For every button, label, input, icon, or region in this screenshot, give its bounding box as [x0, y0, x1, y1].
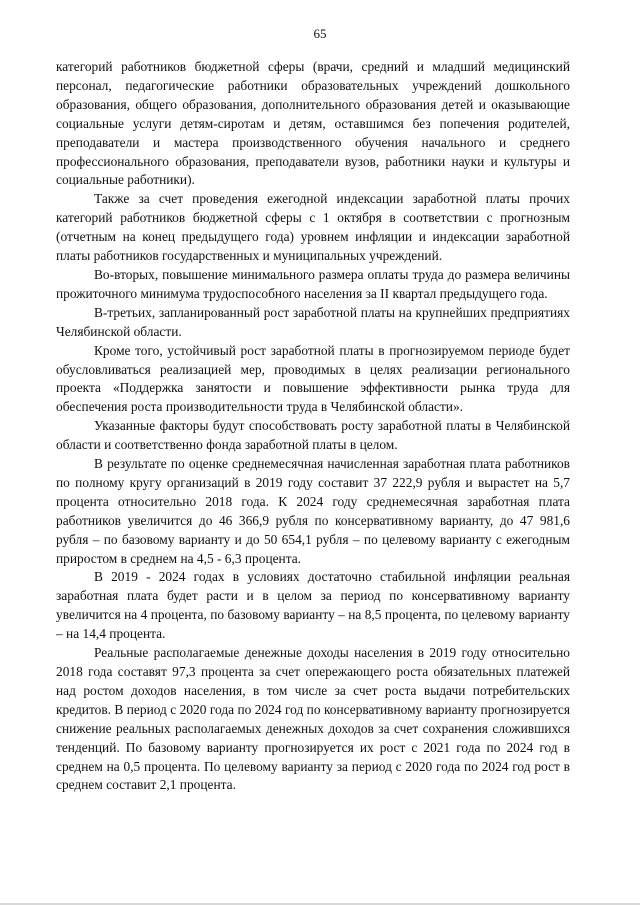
paragraph-average-wage: В результате по оценке среднемесячная начисленная заработная плата работников по полному кругу организаций в 2019 году составит 37 222,9 рубля и вырастет на 5,7 процента относительно 2018 года. К 2024 году среднемесячная заработная плата работников увеличится до 46 366,9 рубля по консервативному варианту, до 47 981,6 рубля – по базовому варианту и до 50 654,1 рубля – по целевому варианту с ежегодным приростом в среднем на 4,5 - 6,3 процента.: [56, 456, 570, 566]
paragraph-real-wage: В 2019 - 2024 годах в условиях достаточно стабильной инфляции реальная заработная плата будет расти и в целом за период по консервативному варианту увеличится на 4 процента, по базовому варианту – на 8,5 процента, по целевому варианту – на 14,4 процента.: [56, 569, 570, 642]
paragraph-factors: Указанные факторы будут способствовать росту заработной платы в Челябинской области и соответственно фонда заработной платы в целом.: [56, 418, 570, 453]
page-number: 65: [313, 26, 327, 41]
document-body: [56, 58, 570, 795]
paragraph-regional-project: Кроме того, устойчивый рост заработной платы в прогнозируемом периоде будет обусловливаться реализацией мер, проводимых в целях реализации регионального проекта «Поддержка занятости и повышение эффективности рынка труда для обеспечения роста производительности труда в Челябинской области».: [56, 342, 570, 415]
paragraph-continuation: категорий работников бюджетной сферы (врачи, средний и младший медицинский персонал, педагогические работники образовательных учреждений дошкольного образования, общего образования, дополнительного образования детей и оказывающие социальные услуги детям-сиротам и детям, оставшимся без попечения родителей, преподаватели и мастера производственного обучения начального и среднего профессионального образования, преподаватели вузов, работники науки и культуры и социальные работники).: [56, 59, 570, 188]
paragraph-real-income: Реальные располагаемые денежные доходы населения в 2019 году относительно 2018 года составят 97,3 процента за счет опережающего роста обязательных платежей над ростом доходов населения, в том числе за счет роста выдачи потребительских кредитов. В период с 2020 года по 2024 год по консервативному варианту прогнозируется снижение реальных располагаемых денежных доходов за счет сохранения сложившихся тенденций. По базовому варианту прогнозируется их рост с 2021 года по 2024 год в среднем на 0,5 процента. По целевому варианту за период с 2020 года по 2024 год рост в среднем составит 2,1 процента.: [56, 645, 570, 793]
paragraph-indexation: Также за счет проведения ежегодной индексации заработной платы прочих категорий работников бюджетной сферы с 1 октября в соответствии с прогнозным (отчетным на конец предыдущего года) уровнем инфляции и индексации заработной платы работников государственных и муниципальных учреждений.: [56, 191, 570, 264]
paragraph-large-enterprises: В-третьих, запланированный рост заработной платы на крупнейших предприятиях Челябинской области.: [56, 304, 570, 339]
paragraph-minimum-wage: Во-вторых, повышение минимального размера оплаты труда до размера величины прожиточного минимума трудоспособного населения за II квартал предыдущего года.: [56, 266, 570, 301]
